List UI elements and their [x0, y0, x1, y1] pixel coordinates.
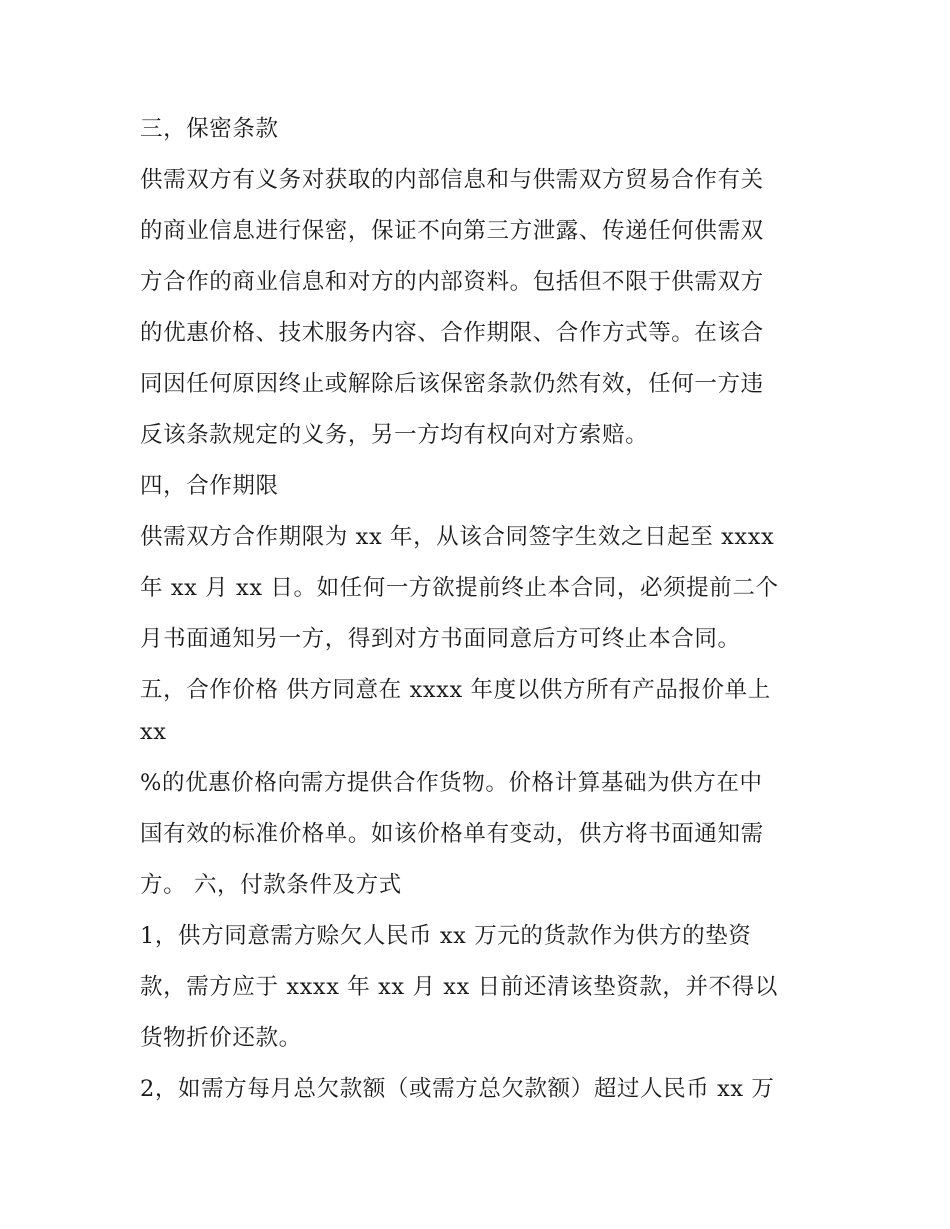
section-heading-confidentiality: 三，保密条款 [140, 116, 279, 142]
section-heading-term: 四，合作期限 [140, 473, 279, 499]
list-item-line: 2，如需方每月总欠款额（或需方总欠款额）超过人民币 xx 万 [140, 1076, 775, 1102]
paragraph-line: 国有效的标准价格单。如该价格单有变动，供方将书面通知需 [140, 821, 764, 847]
paragraph-line: 的优惠价格、技术服务内容、合作期限、合作方式等。在该合 [140, 320, 764, 346]
paragraph-line: 同因任何原因终止或解除后该保密条款仍然有效，任何一方违 [140, 371, 764, 397]
paragraph-line: %的优惠价格向需方提供合作货物。价格计算基础为供方在中 [140, 770, 763, 796]
paragraph-line: xx [140, 719, 167, 745]
section-heading-price: 五，合作价格 供方同意在 xxxx 年度以供方所有产品报价单上 [140, 677, 771, 703]
paragraph-line: 月书面通知另一方，得到对方书面同意后方可终止本合同。 [140, 626, 741, 652]
paragraph-line: 的商业信息进行保密，保证不向第三方泄露、传递任何供需双 [140, 218, 764, 244]
paragraph-line: 供需双方有义务对获取的内部信息和与供需双方贸易合作有关 [140, 167, 764, 193]
paragraph-line: 货物折价还款。 [140, 1025, 302, 1051]
paragraph-line: 年 xx 月 xx 日。如任何一方欲提前终止本合同，必须提前二个 [140, 575, 779, 601]
paragraph-line: 供需双方合作期限为 xx 年，从该合同签字生效之日起至 xxxx [140, 524, 775, 550]
paragraph-line: 款，需方应于 xxxx 年 xx 月 xx 日前还清该垫资款，并不得以 [140, 974, 778, 1000]
section-heading-payment: 方。 六，付款条件及方式 [140, 872, 402, 898]
paragraph-line: 反该条款规定的义务，另一方均有权向对方索赔。 [140, 422, 649, 448]
list-item-line: 1，供方同意需方赊欠人民币 xx 万元的货款作为供方的垫资 [140, 923, 752, 949]
paragraph-line: 方合作的商业信息和对方的内部资料。包括但不限于供需双方 [140, 269, 764, 295]
